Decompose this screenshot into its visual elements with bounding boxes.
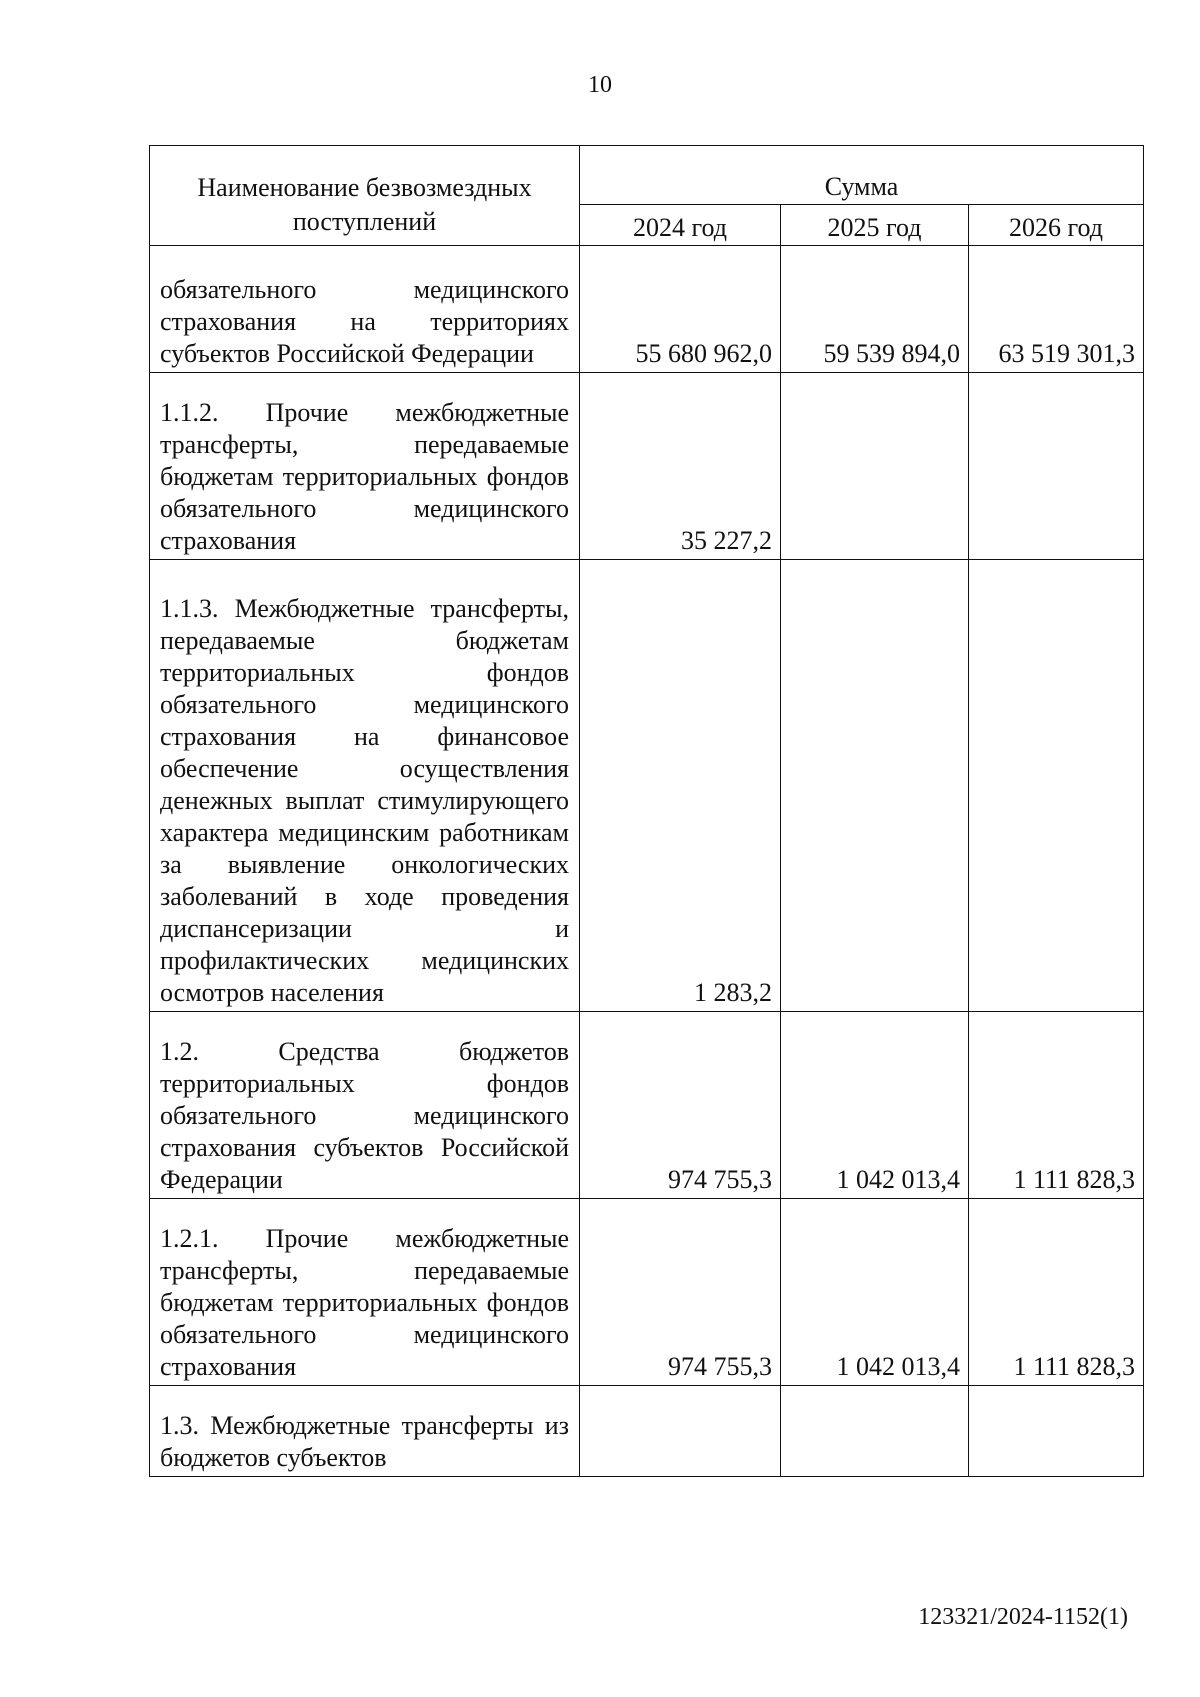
row-value-2025	[781, 373, 969, 560]
table-row	[150, 1386, 1144, 1477]
row-value-2024: 55 680 962,0	[580, 246, 781, 373]
row-value-2026: 1 111 828,3	[969, 1012, 1144, 1199]
row-value-2026: 63 519 301,3	[969, 246, 1144, 373]
row-value-2024	[580, 1386, 781, 1477]
table-row	[150, 1199, 1144, 1386]
header-year-2026: 2026 год	[969, 205, 1144, 246]
row-value-2026	[969, 1386, 1144, 1477]
row-value-2025: 1 042 013,4	[781, 1012, 969, 1199]
row-name: 1.1.2. Прочие межбюджетные трансферты, передаваемые бюджетам территориальных фондов обязательного медицинского страхования	[150, 373, 580, 560]
row-value-2026: 1 111 828,3	[969, 1199, 1144, 1386]
row-value-2026	[969, 373, 1144, 560]
table-row	[150, 560, 1144, 1012]
row-value-2025: 1 042 013,4	[781, 1199, 969, 1386]
row-value-2026	[969, 560, 1144, 1012]
header-row-top	[150, 146, 1144, 205]
header-sum: Сумма	[580, 146, 1144, 205]
header-name-column: Наименование безвозмездных поступлений	[150, 146, 580, 246]
header-year-2024: 2024 год	[580, 205, 781, 246]
row-value-2025	[781, 560, 969, 1012]
row-name: 1.2.1. Прочие межбюджетные трансферты, передаваемые бюджетам территориальных фондов обязательного медицинского страхования	[150, 1199, 580, 1386]
row-name: 1.1.3. Межбюджетные трансферты, передаваемые бюджетам территориальных фондов обязательного медицинского страхования на финансовое обеспечение осуществления денежных выплат стимулирующего характера медицинским работникам за выявление онкологических заболеваний в ходе проведения диспансеризации и профилактических медицинских осмотров населения	[150, 560, 580, 1012]
document-registration-code: 123321/2024-1152(1)	[918, 1604, 1128, 1630]
row-value-2024: 974 755,3	[580, 1012, 781, 1199]
page-number: 10	[588, 72, 612, 98]
row-name: обязательного медицинского страхования на территориях субъектов Российской Федерации	[150, 246, 580, 373]
row-value-2024: 974 755,3	[580, 1199, 781, 1386]
row-name: 1.2. Средства бюджетов территориальных фондов обязательного медицинского страхования субъектов Российской Федерации	[150, 1012, 580, 1199]
budget-table	[149, 145, 1144, 1477]
header-year-2025: 2025 год	[781, 205, 969, 246]
row-value-2025	[781, 1386, 969, 1477]
table-row	[150, 246, 1144, 373]
row-name: 1.3. Межбюджетные трансферты из бюджетов субъектов	[150, 1386, 580, 1477]
table-row	[150, 373, 1144, 560]
row-value-2025: 59 539 894,0	[781, 246, 969, 373]
row-value-2024: 1 283,2	[580, 560, 781, 1012]
table-row	[150, 1012, 1144, 1199]
row-value-2024: 35 227,2	[580, 373, 781, 560]
